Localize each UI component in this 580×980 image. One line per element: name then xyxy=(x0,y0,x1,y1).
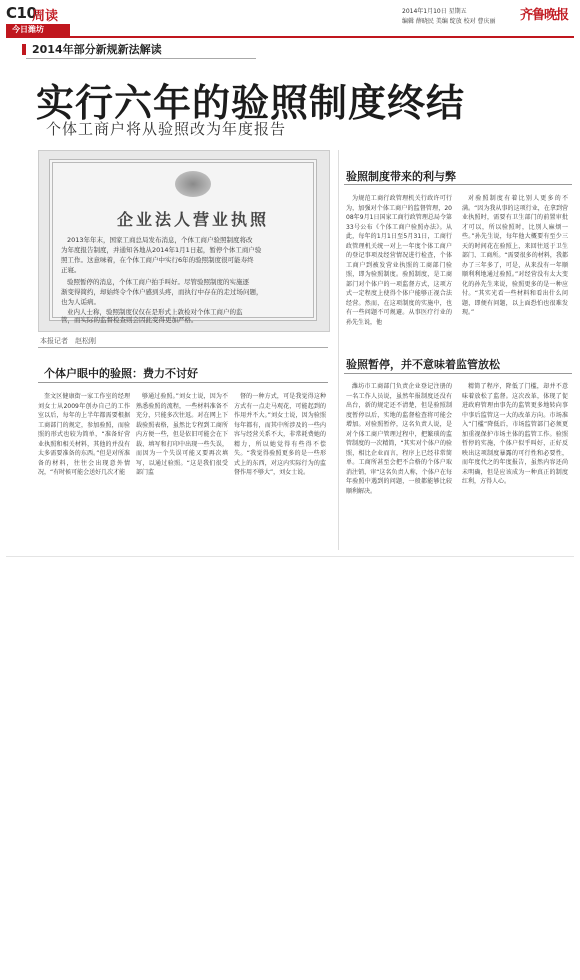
article-column: 对验照制度有着比别人更多的不满。“因为我从事的这项行业，在拿到营业执照时，需要有卫生部门的前置审批才可以，所以验照时，比别人麻烦一些。”孙先生说，每年他大概要有至少三天的时间花在验照上，来回往返于卫生部门、工商所。“需要很多的材料，我都办了三年多了，可是，从来没有一年顺顺利利地通过验照。”对经营没有太大变化的孙先生来说，验照更多的是一种应付。“其实光看一些材料和看出什么问题，即便有问题，以上面恐怕也很难发现。” xyxy=(462,195,568,316)
caption-line: 为年度报告制度，并通知各地从2014年1月1日起，暂停个体工商户验 xyxy=(61,246,262,254)
section-rule xyxy=(38,382,328,383)
section-title-left: 个体户眼中的验照：费力不讨好 xyxy=(44,367,198,380)
caption-line: 正寝。 xyxy=(61,266,81,274)
newspaper-logo: 齐鲁晚报 xyxy=(520,8,569,23)
caption-line: 2013年年末，国家工商总局发布消息，个体工商户验照制度将改 xyxy=(67,236,253,244)
article-column: 督的一种方式，可是我觉得这种方式有一点走马观花，可能起到的作用并不大。”刘女士说，因为验照每年都有，而其中所涉及的一些内容与经营关系不大，非常耗费她的精力，所以她觉得有些得不偿失。“我觉得验照更多的是一些形式上的东西，对这内实际行为的监督作用不够大”，刘女士说。 xyxy=(234,393,326,476)
page-number: C10 xyxy=(6,4,37,22)
content-end-rule xyxy=(6,556,574,557)
section-rule xyxy=(344,373,572,374)
kicker-title: 2014年部分新规新法解读 xyxy=(32,43,162,56)
headline: 实行六年的验照制度终结 xyxy=(36,81,466,125)
subheadline: 个体工商户将从验照改为年度报告 xyxy=(46,120,287,138)
issue-date: 2014年1月10日 星期五 xyxy=(402,8,467,15)
section-title-right-bottom: 验照暂停，并不意味着监管放松 xyxy=(346,358,500,371)
kicker-marker xyxy=(22,44,26,55)
article-column: 潍坊市工商部门负责企业登记注册的一名工作人员说，虽然年报制度还没有出台，新的规定还不清楚，但是验照制度暂停以后，实地的监督检查将可能会增加。对验照暂停，这名负责人说，是对个体工商户管理过程中，把繁琐的监管制度的一次精简，“其实对个体户的验照，相比企业而言，程序上已经非常简单。工商所甚至会把不合格的个体户取消注销，审“这名负责人称，个体户在每年验照中遇到的问题，一般都能够比较顺利解决。 xyxy=(346,383,452,495)
caption-line: 管，而实际的监督检查则会因此变得更加严格。 xyxy=(61,316,198,324)
caption-line: 也为人诟病。 xyxy=(61,298,100,306)
section-ribbon: 今日潍坊 xyxy=(6,24,70,36)
article-column: 为规范工商行政管理机关行政许可行为，加强对个体工商户的监督管理，2008年9月1日国家工商行政管理总局令第33号公布《个体工商户验照办法》。从此，每年的1月1日至5月31日，工商行政管理机关统一对上一年度个体工商户的登记事项及经营情况进行检查，个体工商户到被发营业执照的工商部门验照，即为验照制度。验照制度，是工商部门对个体户的一项监督方式，这项方式一定程度上使得个体户能够正视合法经营。然而，在这项制度的实施中，也有一些问题不可规避。从事医疗行业的孙先生说，他 xyxy=(346,195,452,326)
certificate-frame xyxy=(49,159,317,324)
caption-line: 照工作。这意味着，在个体工商户中实行6年的验照制度很可能寿终 xyxy=(61,256,254,264)
column-divider xyxy=(338,150,339,550)
caption-line: 验照暂停的消息，个体工商户拍手叫好。尽管验照制度的实施逐 xyxy=(67,278,249,286)
byline: 本报记者 赵松刚 xyxy=(40,337,96,345)
header-rule xyxy=(6,36,574,38)
byline-rule xyxy=(38,347,328,348)
caption-line: 渐变得简约，却始终令个体户感到头疼，而执行中存在的走过场问题， xyxy=(61,288,263,296)
article-column: 精简了程序，降低了门槛，却并不意味着放松了监督。这次改革，体现了促进政府管理由事先的监管更多地转向事中事后监管这一大的改革方向。市场准入“门槛”降低后，市场监管部门必须更加重视保护市场主体的监管工作。验照暂停的实施，个体户似乎叫好，正好反映出这项制度暴露的可行性和必要性，而年度代之的年度报告，虽然内容还尚未明确，但是应该成为一种真正的制度红利，方得人心。 xyxy=(462,383,568,485)
caption-line: 业内人士称，验照制度仅仅在是形式上敦检对个体工商户的监 xyxy=(67,308,243,316)
certificate-title: 企业法人营业执照 xyxy=(116,210,269,229)
section-rule xyxy=(344,184,572,185)
article-column: 够通过验照。”刘女士说，因为不熟悉验照的流程，一些材料准备不充分，只能多次往返。对在网上下载验照表格，虽然比专程到工商所内方便一些，但是依旧可能会在下载、填写和打印中出现一些失误，而因为一个失误可能又要再次填写，以通过验照。“这是我们很受部门监 xyxy=(136,393,228,476)
national-emblem-icon xyxy=(175,171,211,197)
section-name: 周读 xyxy=(32,9,59,24)
article-column: 奎文区健康街一家工作室的经理刘女士从2009年创办自己的工作室以后，每年的上半年都需要根据工商部门的规定，参加验照，而验照的形式也较为简单，“准备好营业执照和相关材料，其他的并没有太多需要准备的东西。”但是对所准备的材料，往往会出现意外情况，“有时候可能会送好几次才能 xyxy=(38,393,130,476)
section-title-right-top: 验照制度带来的利与弊 xyxy=(346,170,456,183)
editor-credits: 编辑 薛晓民 美编 绽放 校对 曹庆丽 xyxy=(402,18,496,25)
license-photo xyxy=(38,150,330,332)
